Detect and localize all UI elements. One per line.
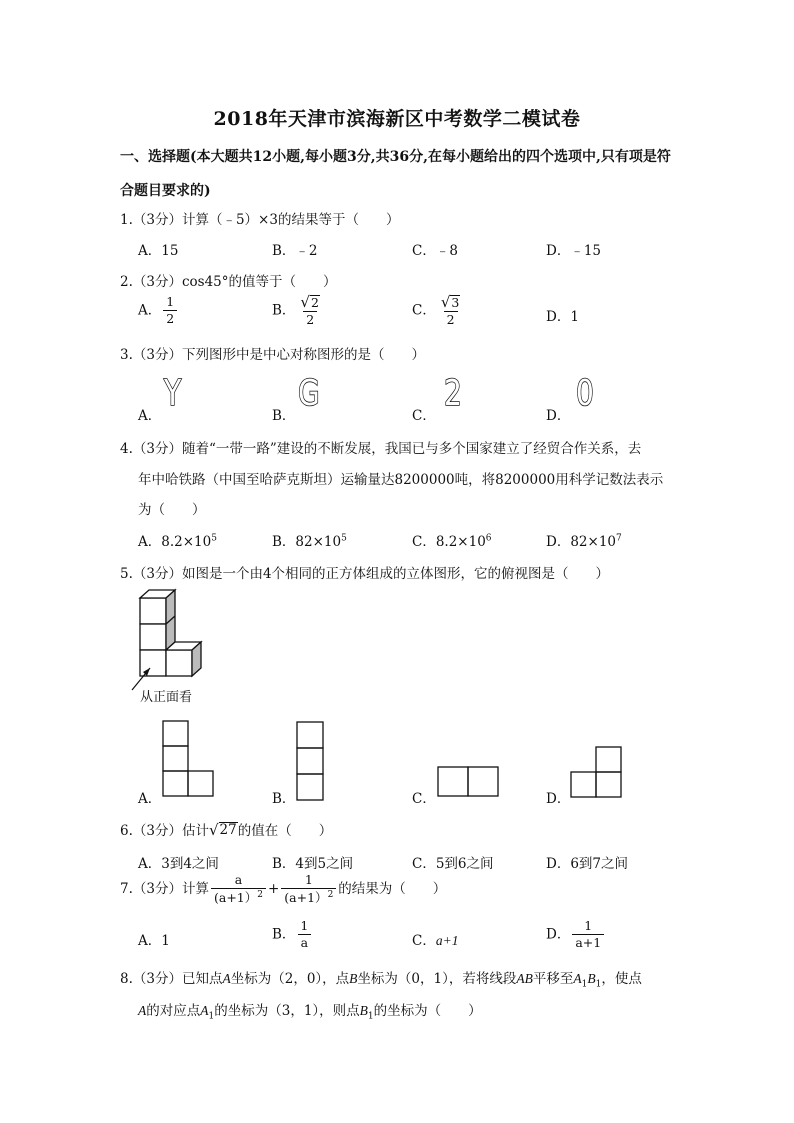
top-view-option-c <box>437 766 501 798</box>
question-4-line3: 为（ ） <box>138 502 206 518</box>
q7-option-b: B． $\frac{1}{a}$ <box>272 919 313 951</box>
q7-option-d: D． $\frac{1}{a+1}$ <box>546 919 606 951</box>
q4-option-b: B．$82\times 10^5$ <box>272 533 347 550</box>
q5-option-b-label: B． <box>272 791 296 807</box>
letter-g-figure: G <box>298 373 320 414</box>
question-7-stem: 7.（3分）计算 $\frac{a}{(a+1)^2}$ + $\frac{1}{(a+1)^2}$ 的结果为（ ） <box>120 872 447 906</box>
question-8-line2: A的对应点$A_1$的坐标为（3，1），则点$B_1$的坐标为（ ） <box>138 1003 482 1022</box>
q7-option-c: C．a+1 <box>412 933 459 949</box>
question-3-stem: 3.（3分）下列图形中是中心对称图形的是（ ） <box>120 347 425 363</box>
q2-option-a: A． $\frac{1}{2}$ <box>138 295 179 327</box>
q2-option-c: C． √ 3 2 <box>412 295 465 327</box>
q1-option-b: B．﹣2 <box>272 243 318 259</box>
q3-option-c-label: C． <box>412 408 436 424</box>
q6-option-d: D．6到7之间 <box>546 856 629 872</box>
sqrt-icon: √ <box>440 293 451 311</box>
q4-option-c: C．$8.2\times 10^6$ <box>412 533 492 550</box>
q5-option-c-label: C． <box>412 791 436 807</box>
digit-zero-figure: 0 <box>576 373 594 414</box>
fraction: $\frac{1}{2}$ <box>163 295 177 327</box>
section-header-line2: 合题目要求的) <box>120 183 211 199</box>
question-1-stem: 1.（3分）计算（﹣5）×3的结果等于（ ） <box>120 212 400 228</box>
letter-y-figure: Y <box>164 373 182 414</box>
top-view-option-d <box>570 746 624 800</box>
q6-option-b: B．4到5之间 <box>272 856 354 872</box>
q2-option-d: D．1 <box>546 309 579 325</box>
q1-option-a: A．15 <box>138 243 179 259</box>
q4-option-a: A．$8.2\times 10^5$ <box>138 533 217 550</box>
fraction: √ 2 2 <box>300 293 319 327</box>
q6-option-a: A．3到4之间 <box>138 856 219 872</box>
cube-stack-figure <box>124 586 214 696</box>
q1-option-c: C．﹣8 <box>412 243 458 259</box>
question-4-line1: 4.（3分）随着“一带一路”建设的不断发展，我国已与多个国家建立了经贸合作关系，去 <box>120 441 642 457</box>
fraction: $\frac{1}{a+1}$ <box>572 919 604 951</box>
q5-option-a-label: A． <box>138 791 162 807</box>
fraction: √ 3 2 <box>440 293 460 327</box>
fraction: $\frac{1}{a}$ <box>297 919 311 951</box>
question-4-line2: 年中哈铁路（中国至哈萨克斯坦）运输量达8200000吨，将8200000用科学记数法表示 <box>138 472 664 488</box>
front-view-caption: 从正面看 <box>140 690 193 705</box>
top-view-option-a <box>162 720 216 800</box>
q4-option-d: D．$82\times 10^7$ <box>546 533 622 550</box>
question-6-stem: 6.（3分）估计 √ 27 的值在（ ） <box>120 821 333 839</box>
sqrt-icon: √ <box>208 821 219 839</box>
q1-option-d: D．﹣15 <box>546 243 602 259</box>
fraction: $\frac{a}{(a+1)^2}$ <box>211 873 266 906</box>
q3-option-d-label: D． <box>546 408 571 424</box>
question-2-stem: 2.（3分）cos45°的值等于（ ） <box>120 274 337 290</box>
sqrt-icon: √ <box>300 293 310 311</box>
digit-two-figure: 2 <box>444 373 462 414</box>
page-title: 2018年天津市滨海新区中考数学二模试卷 <box>213 108 581 130</box>
question-5-stem: 5.（3分）如图是一个由4个相同的正方体组成的立体图形，它的俯视图是（ ） <box>120 566 610 582</box>
top-view-option-b <box>296 721 326 801</box>
q6-option-c: C．5到6之间 <box>412 856 494 872</box>
section-header-line1: 一、选择题(本大题共12小题,每小题3分,共36分,在每小题给出的四个选项中,只有项是符 <box>120 149 671 165</box>
q7-option-a: A．1 <box>138 933 170 949</box>
q5-option-d-label: D． <box>546 791 571 807</box>
fraction: $\frac{1}{(a+1)^2}$ <box>281 873 336 906</box>
question-8-line1: 8.（3分）已知点A坐标为（2，0），点B坐标为（0，1），若将线段AB平移至$A_1B_1$，使点 <box>120 971 642 990</box>
q3-option-b-label: B． <box>272 408 296 424</box>
q3-option-a-label: A． <box>138 408 162 424</box>
q2-option-b: B． √ 2 2 <box>272 295 325 327</box>
